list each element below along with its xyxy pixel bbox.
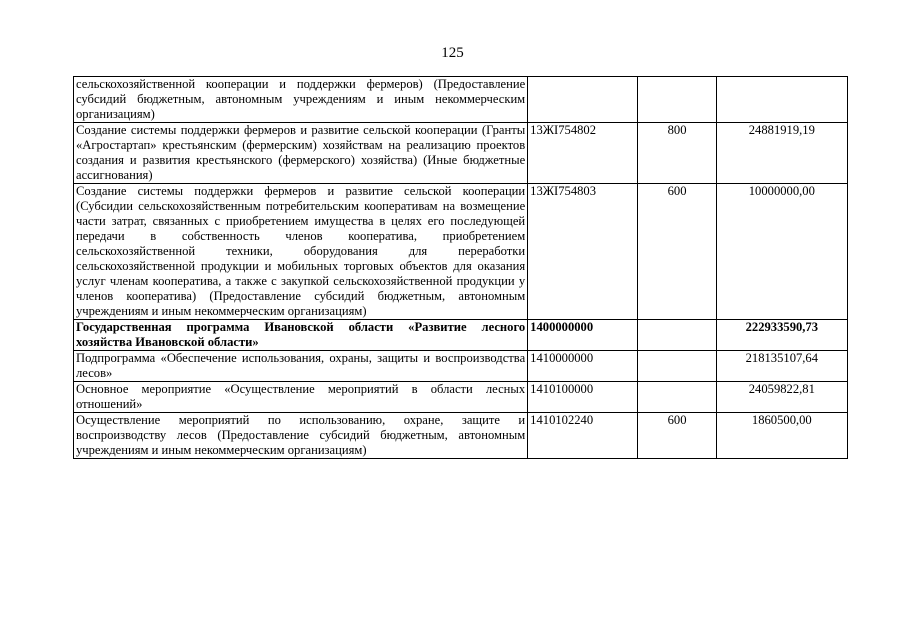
- row-name-cell: Создание системы поддержки фермеров и развитие сельской кооперации (Гранты «Агростартап» крестьянским (фермерским) хозяйствам на реализацию проектов создания и развития крестьянского (фермерского) хозяйства) (Иные бюджетные ассигнования): [74, 123, 528, 184]
- row-expense-type-cell: 600: [638, 413, 716, 459]
- row-name-cell: Осуществление мероприятий по использованию, охране, защите и воспроизводству лесов (Предоставление субсидий бюджетным, автономным учреждениям и иным некоммерческим организациям): [74, 413, 528, 459]
- row-expense-type-cell: 600: [638, 184, 716, 320]
- table-row: [74, 77, 848, 123]
- table-row: [74, 123, 848, 184]
- table-row: [74, 413, 848, 459]
- row-sum-cell: 222933590,73: [716, 320, 847, 351]
- row-expense-type-cell: [638, 77, 716, 123]
- row-sum-cell: 24881919,19: [716, 123, 847, 184]
- row-sum-cell: [716, 77, 847, 123]
- row-code-cell: 13ЖI754803: [528, 184, 638, 320]
- row-sum-cell: 10000000,00: [716, 184, 847, 320]
- row-name-cell: сельскохозяйственной кооперации и поддержки фермеров) (Предоставление субсидий бюджетным, автономным учреждениям и иным некоммерческим организациям): [74, 77, 528, 123]
- row-code-cell: 1400000000: [528, 320, 638, 351]
- table-row: [74, 382, 848, 413]
- row-code-cell: 1410100000: [528, 382, 638, 413]
- row-sum-cell: 1860500,00: [716, 413, 847, 459]
- row-name-cell: Подпрограмма «Обеспечение использования, охраны, защиты и воспроизводства лесов»: [74, 351, 528, 382]
- row-name-cell: Государственная программа Ивановской области «Развитие лесного хозяйства Ивановской области»: [74, 320, 528, 351]
- row-name-cell: Основное мероприятие «Осуществление мероприятий в области лесных отношений»: [74, 382, 528, 413]
- row-expense-type-cell: 800: [638, 123, 716, 184]
- row-code-cell: 13ЖI754802: [528, 123, 638, 184]
- row-code-cell: 1410000000: [528, 351, 638, 382]
- table-row: [74, 184, 848, 320]
- row-code-cell: [528, 77, 638, 123]
- budget-table: [73, 76, 848, 459]
- row-expense-type-cell: [638, 320, 716, 351]
- row-code-cell: 1410102240: [528, 413, 638, 459]
- table-row: [74, 351, 848, 382]
- table-row: [74, 320, 848, 351]
- row-expense-type-cell: [638, 382, 716, 413]
- row-sum-cell: 218135107,64: [716, 351, 847, 382]
- row-sum-cell: 24059822,81: [716, 382, 847, 413]
- page-number: 125: [441, 45, 464, 61]
- row-expense-type-cell: [638, 351, 716, 382]
- row-name-cell: Создание системы поддержки фермеров и развитие сельской кооперации (Субсидии сельскохозяйственным потребительским кооперативам на возмещение части затрат, связанных с приобретением имущества в целях его последующей передачи в собственность членов кооператива, приобретением сельскохозяйственной техники, оборудования для переработки сельскохозяйственной продукции и мобильных торговых объектов для оказания услуг членам кооператива, а также с закупкой сельскохозяйственной продукции у членов кооператива) (Предоставление субсидий бюджетным, автономным учреждениям и иным некоммерческим организациям): [74, 184, 528, 320]
